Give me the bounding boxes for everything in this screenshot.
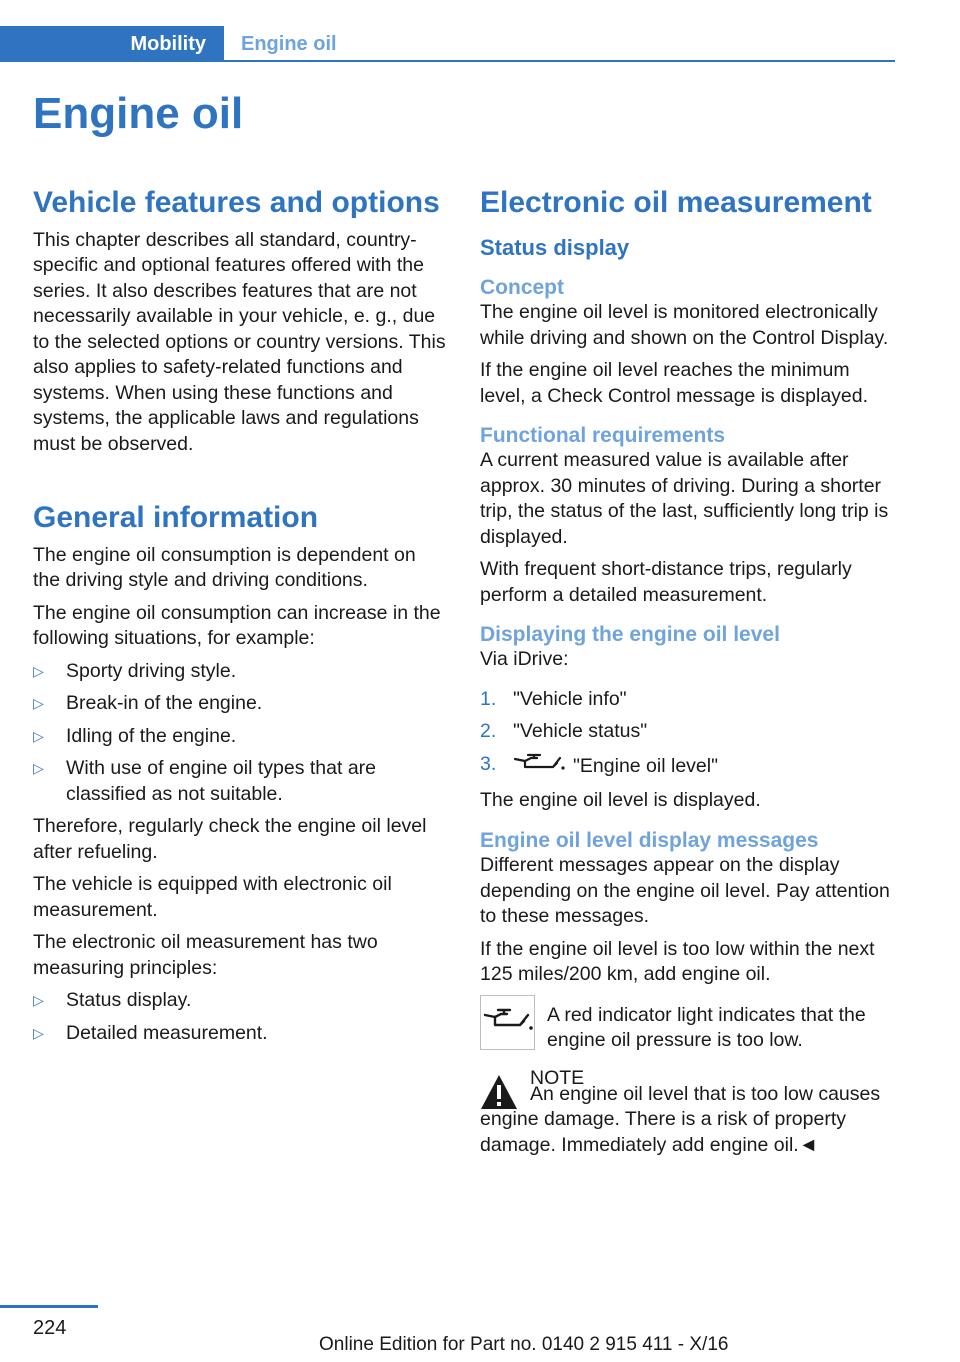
page-title: Engine oil: [33, 89, 244, 138]
step-item: [480, 719, 895, 745]
list-item: [33, 988, 448, 1014]
step-text: "Engine oil level": [573, 754, 719, 777]
left-column: [33, 186, 448, 1053]
step-item: [480, 752, 895, 782]
section-heading-general-information: General information: [33, 501, 319, 534]
paragraph: The engine oil consumption can increase in the following situations, for example:: [33, 601, 441, 649]
list-item-text: Detailed measurement.: [66, 1021, 268, 1044]
triangle-bullet-icon: ▷: [33, 727, 44, 744]
list-item-text: Idling of the engine.: [66, 724, 237, 747]
list-item: [33, 1021, 448, 1047]
indicator-description: A red indicator light indicates that the engine oil pressure is too low.: [547, 1003, 866, 1052]
header-divider: [0, 60, 895, 62]
indicator-light-row: [480, 995, 895, 1054]
list-item: [33, 691, 448, 717]
paragraph: The electronic oil measurement has two measuring principles:: [33, 931, 378, 979]
step-number: 2.: [480, 720, 497, 743]
bullet-list-situations: [33, 659, 448, 808]
bullet-list-principles: [33, 988, 448, 1046]
subheading-displaying-oil-level: Displaying the engine oil level: [480, 623, 780, 647]
subheading-display-messages: Engine oil level display messages: [480, 828, 819, 852]
paragraph: This chapter describes all standard, country-specific and optional features offered with the series. It also describes features that are not necessarily available in your vehicle, e. g., due to the selected options or country versions. This also applies to safety-related functions and systems. When using these functions and systems, the applicable laws and regulations must be observed.: [33, 228, 446, 455]
subheading-functional-requirements: Functional requirements: [480, 424, 726, 448]
step-number: 1.: [480, 687, 497, 710]
oil-can-icon: [513, 752, 565, 782]
paragraph: With frequent short-distance trips, regularly perform a detailed measurement.: [480, 558, 852, 606]
paragraph: If the engine oil level reaches the minimum level, a Check Control message is displayed.: [480, 359, 869, 407]
list-item-text: With use of engine oil types that are classified as not suitable.: [66, 757, 377, 805]
triangle-bullet-icon: ▷: [33, 760, 44, 776]
footer-divider: [0, 1305, 98, 1308]
triangle-bullet-icon: ▷: [33, 662, 44, 679]
note-text: An engine oil level that is too low causes engine damage. There is a risk of property damage. Immediately add engine oil.◄: [480, 1082, 881, 1156]
list-item-text: Sporty driving style.: [66, 659, 237, 682]
list-item-text: Status display.: [66, 989, 192, 1011]
right-column: [480, 186, 895, 1158]
section-heading-electronic-oil: Electronic oil measurement: [480, 186, 872, 219]
paragraph: If the engine oil level is too low within the next 125 miles/200 km, add engine oil.: [480, 937, 875, 986]
list-item: [33, 756, 448, 807]
step-text: "Vehicle info": [513, 687, 627, 710]
step-number: 3.: [480, 752, 497, 775]
tab-mobility[interactable]: [0, 26, 224, 62]
paragraph: The engine oil consumption is dependent on the driving style and driving conditions.: [33, 543, 416, 591]
section-heading-vehicle-features: Vehicle features and options: [33, 186, 440, 219]
subheading-status-display: Status display: [480, 234, 630, 260]
tab-engine-oil-label: Engine oil: [241, 32, 337, 55]
oil-pressure-warning-icon: [480, 995, 535, 1050]
warning-triangle-icon: [480, 1074, 518, 1112]
paragraph: Therefore, regularly check the engine oil level after refueling.: [33, 815, 427, 863]
triangle-bullet-icon: ▷: [33, 1024, 44, 1041]
paragraph: The vehicle is equipped with electronic oil measurement.: [33, 873, 392, 921]
list-item: [33, 659, 448, 685]
footer-edition: Online Edition for Part no. 0140 2 915 411 - X/16: [319, 1334, 729, 1355]
step-item: [480, 687, 895, 713]
list-item-text: Break-in of the engine.: [66, 692, 263, 714]
step-text: "Vehicle status": [513, 720, 648, 743]
paragraph: The engine oil level is monitored electronically while driving and shown on the Control Display.: [480, 301, 889, 349]
paragraph: The engine oil level is displayed.: [480, 789, 761, 812]
numbered-steps: [480, 687, 895, 782]
triangle-bullet-icon: ▷: [33, 695, 44, 711]
tab-mobility-label: Mobility: [130, 32, 206, 55]
page-number: 224: [33, 1317, 67, 1339]
tab-engine-oil[interactable]: [241, 26, 337, 62]
triangle-bullet-icon: ▷: [33, 992, 44, 1008]
list-item: [33, 724, 448, 750]
paragraph: Different messages appear on the display depending on the engine oil level. Pay attention to these messages.: [480, 854, 890, 928]
paragraph: Via iDrive:: [480, 648, 569, 671]
subheading-concept: Concept: [480, 275, 564, 299]
header-tabs: [0, 26, 895, 62]
note-label: NOTE: [530, 1066, 585, 1089]
paragraph: A current measured value is available after approx. 30 minutes of driving. During a shorter trip, the status of the last, sufficiently long trip is displayed.: [480, 449, 889, 548]
